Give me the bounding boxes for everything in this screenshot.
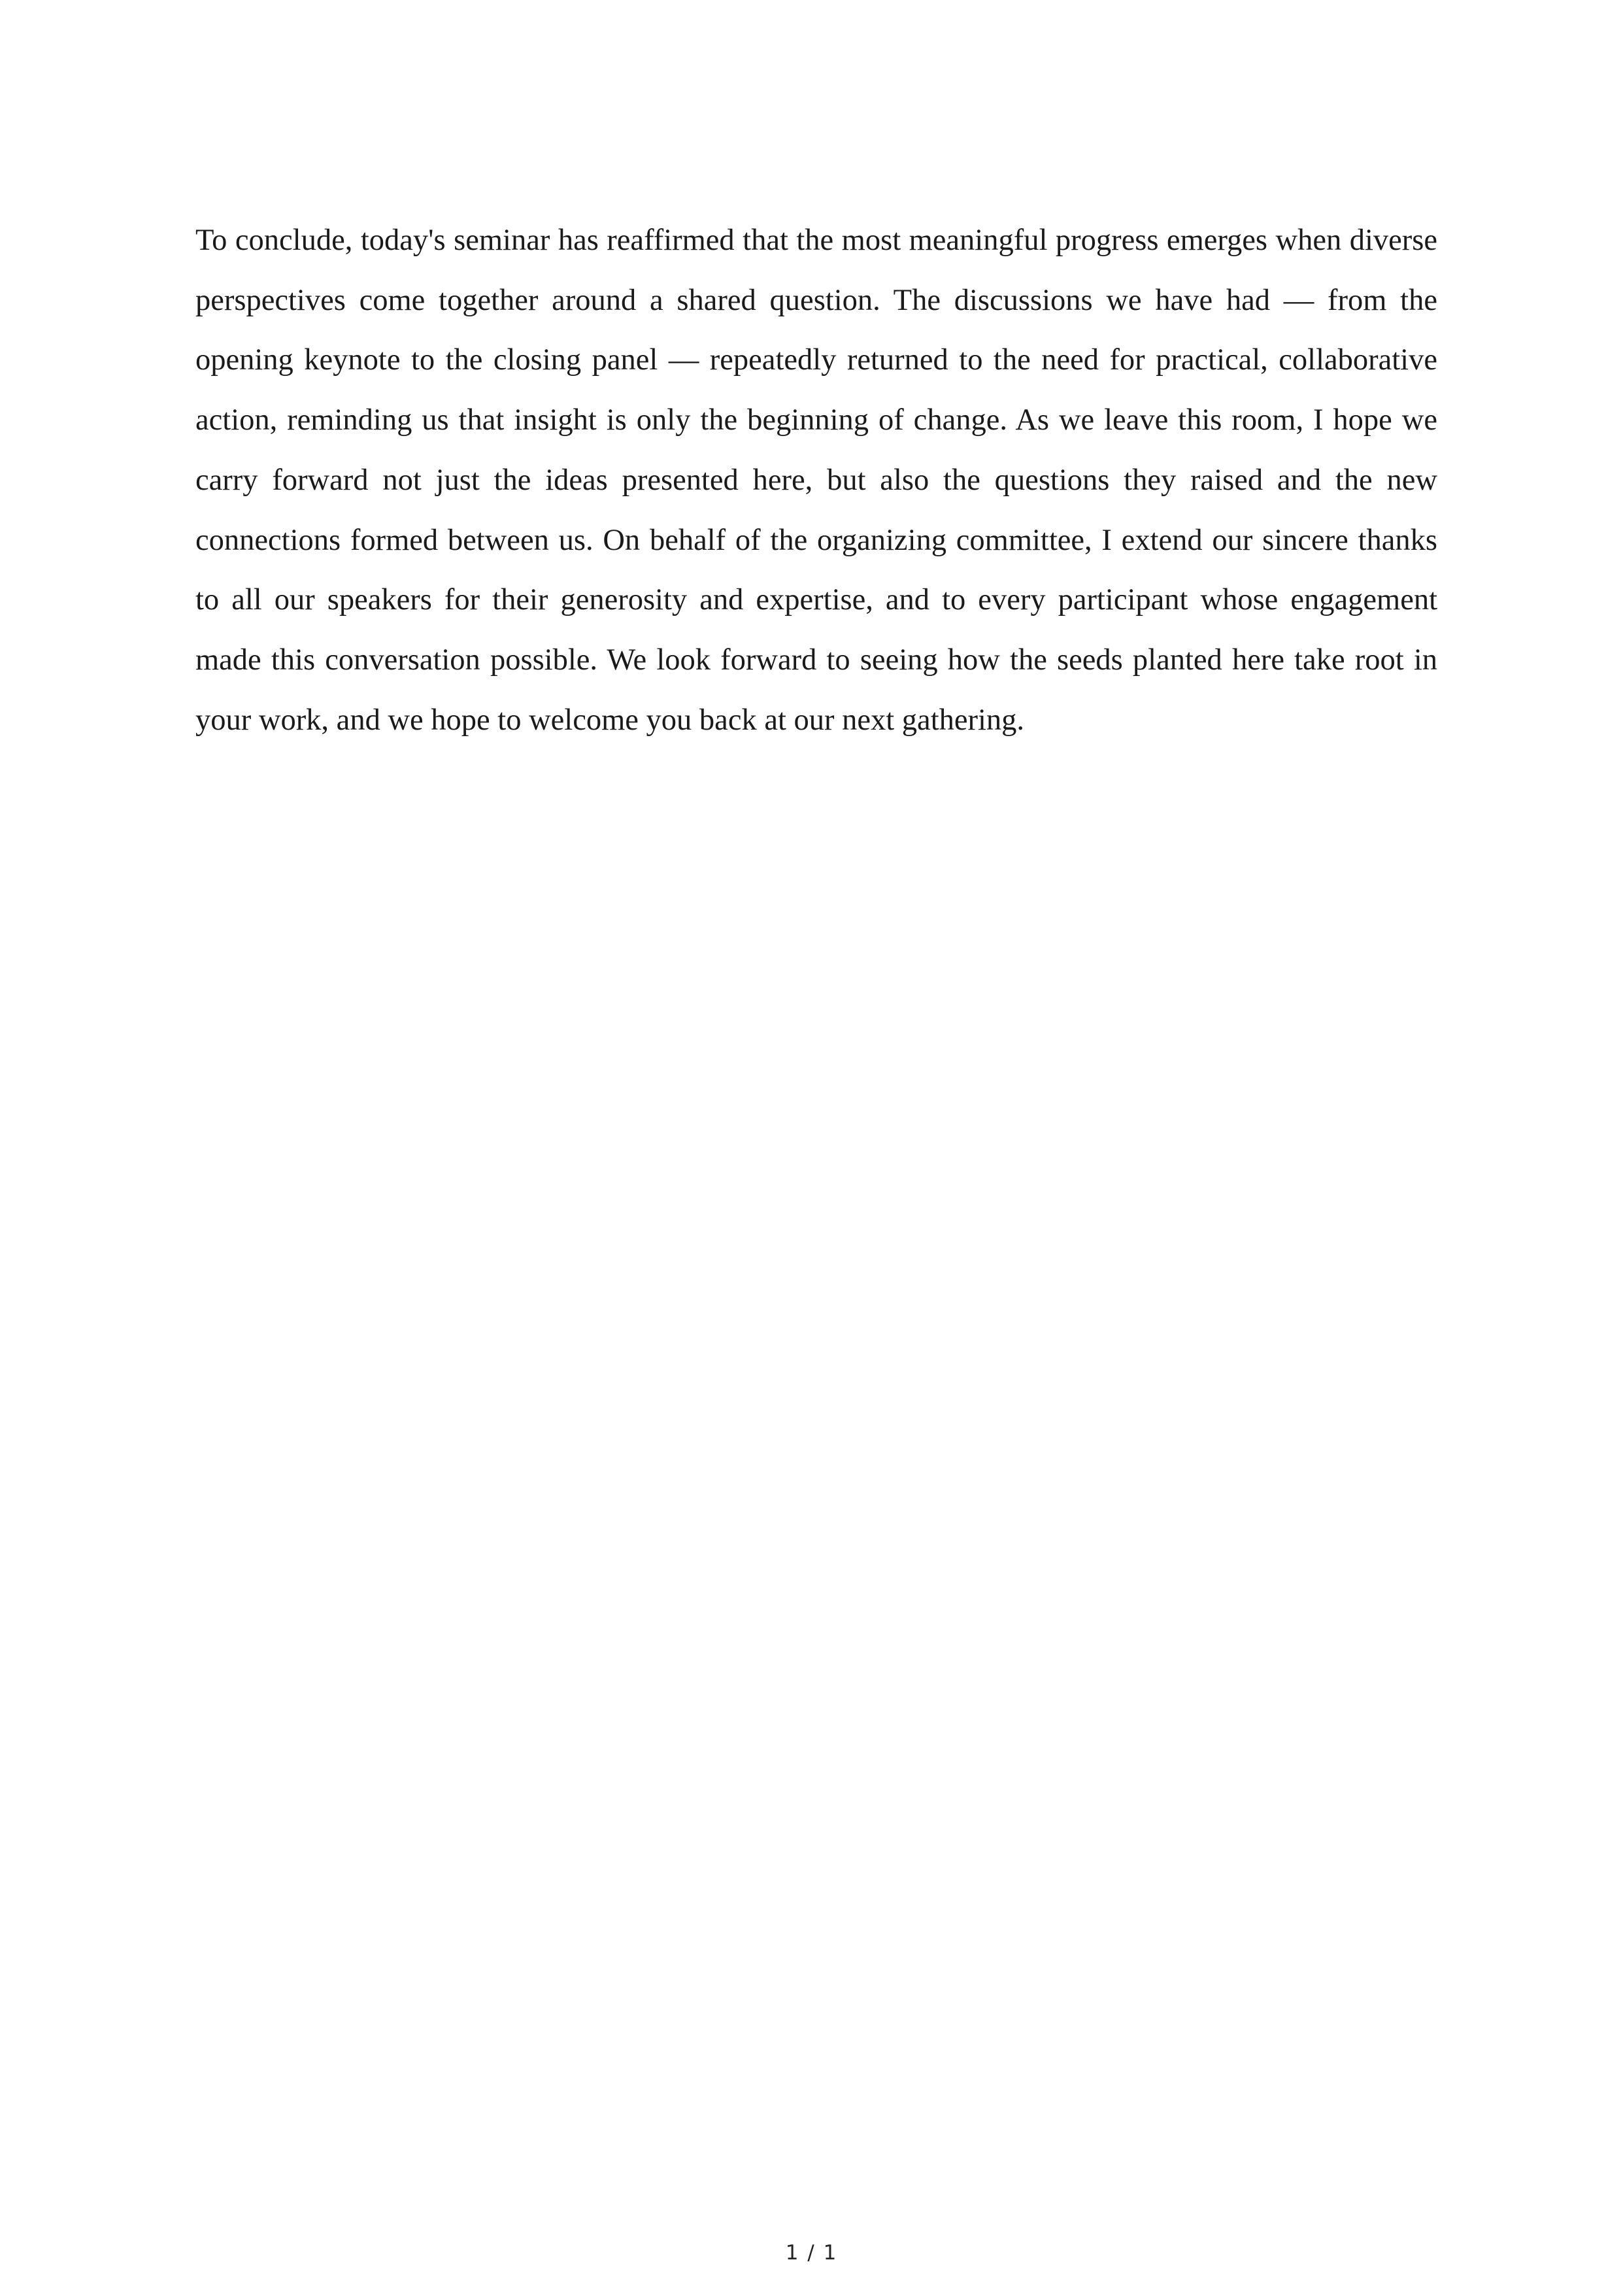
page-number: 1 / 1 [785,2241,838,2265]
body-paragraph: To conclude, today's seminar has reaffirmed that the most meaningful progress emerges when diverse perspectives come together around a shared question. The discussions we have had — from the opening keynote to the closing panel — repeatedly returned to the need for practical, collaborative action, reminding us that insight is only the beginning of change. As we leave this room, I hope we carry forward not just the ideas presented here, but also the questions they raised and the new connections formed between us. On behalf of the organizing committee, I extend our sincere thanks to all our speakers for their generosity and expertise, and to every participant whose engagement made this conversation possible. We look forward to seeing how the seeds planted here take root in your work, and we hope to welcome you back at our next gathering. [195,224,1437,737]
